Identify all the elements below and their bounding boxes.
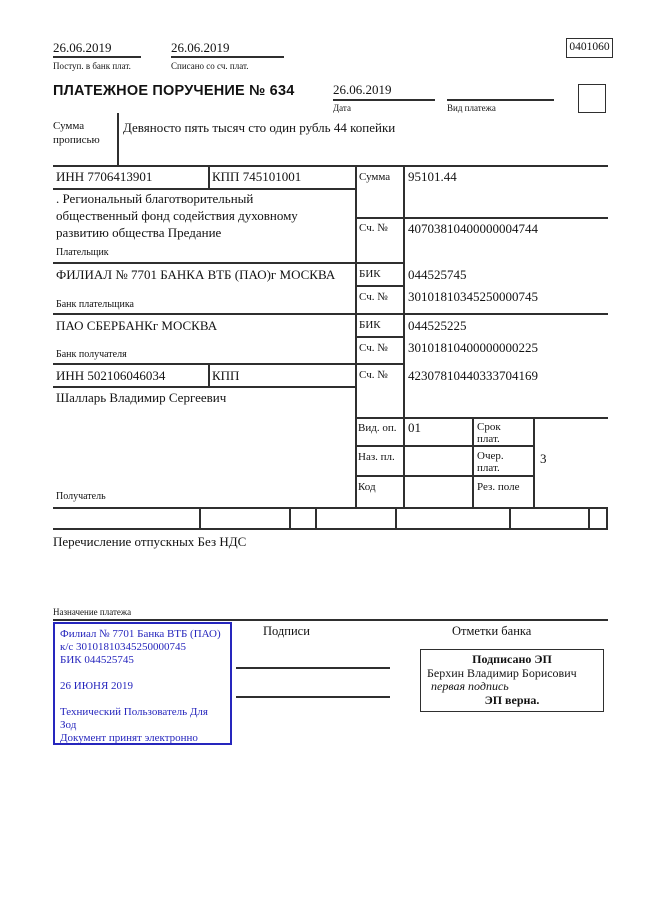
purpose-label: Назначение платежа <box>53 607 132 617</box>
grid-line <box>606 507 608 530</box>
op-type-label: Вид. оп. <box>358 422 397 434</box>
payee-bank-bik-label: БИК <box>359 319 381 331</box>
payer-inn: ИНН 7706413901 <box>56 169 153 184</box>
received-date-underline <box>53 56 141 58</box>
payment-type-underline <box>447 99 554 101</box>
payer-name-line: развитию общества Предание <box>56 225 222 240</box>
date-underline <box>333 99 435 101</box>
bank-stamp-line: Технический Пользователь Для <box>60 706 208 718</box>
purpose-text: Перечисление отпускных Без НДС <box>53 534 247 549</box>
payment-type-box <box>578 84 606 113</box>
grid-line <box>53 619 608 621</box>
payer-bank-label: Банк плательщика <box>56 299 134 310</box>
bank-stamp-line: Филиал № 7701 Банка ВТБ (ПАО) <box>60 628 221 640</box>
grid-line <box>355 217 608 219</box>
grid-line <box>355 285 405 287</box>
signature-valid: ЭП верна. <box>484 692 540 707</box>
bank-stamp-line: БИК 044525745 <box>60 654 134 666</box>
payee-bank-name: ПАО СБЕРБАНКг МОСКВА <box>56 318 218 333</box>
document-date: 26.06.2019 <box>333 82 392 97</box>
grid-line <box>53 262 405 264</box>
signed-label: Подписано ЭП <box>472 652 552 666</box>
payer-bank-bik-label: БИК <box>359 268 381 280</box>
grid-line <box>53 165 608 167</box>
grid-line <box>208 165 210 190</box>
bank-marks-heading: Отметки банка <box>452 624 532 638</box>
received-date-label: Поступ. в банк плат. <box>53 61 131 71</box>
grid-line <box>472 417 474 509</box>
grid-line <box>53 188 355 190</box>
payer-bank-account: 30101810345250000745 <box>408 289 538 304</box>
bank-stamp-line <box>60 667 225 680</box>
payment-type-label: Вид платежа <box>447 103 496 113</box>
bank-stamp-line: Зод <box>60 719 77 731</box>
grid-line <box>53 313 608 315</box>
grid-line <box>509 507 511 530</box>
payer-account-label: Сч. № <box>359 222 388 234</box>
grid-line <box>208 363 210 388</box>
bank-stamp-line: к/с 30101810345250000745 <box>60 641 187 653</box>
kod-label: Код <box>358 481 376 493</box>
payee-kpp-label: КПП <box>212 368 240 383</box>
payee-account-label: Сч. № <box>359 369 388 381</box>
esignature-stamp <box>420 649 604 712</box>
debited-date-underline <box>171 56 284 58</box>
payment-term-label: Срок плат. <box>477 421 501 445</box>
amount-words-label-1: Сумма <box>53 120 85 132</box>
payer-kpp: КПП 745101001 <box>212 169 302 184</box>
amount-words-label-2: прописью <box>53 134 100 146</box>
signer-name: Берхин Владимир Борисович <box>427 665 577 680</box>
payer-name-line: . Региональный благотворительный <box>56 191 254 206</box>
signature-line-1 <box>236 667 390 669</box>
payer-name-line: общественный фонд содействия духовному <box>56 208 298 223</box>
rez-pole-label: Рез. поле <box>477 481 520 493</box>
ocher-plat-value: 3 <box>540 451 547 466</box>
grid-line <box>199 507 201 530</box>
form-code-box: 0401060 <box>566 38 613 58</box>
grid-line <box>117 113 119 165</box>
payee-account: 42307810440333704169 <box>408 368 538 383</box>
amount-label: Сумма <box>359 171 391 183</box>
signature-line-2 <box>236 696 390 698</box>
payee-bank-account-label: Сч. № <box>359 342 388 354</box>
naz-pl-label: Наз. пл. <box>358 451 395 463</box>
debited-date: 26.06.2019 <box>171 40 230 55</box>
grid-line <box>53 386 355 388</box>
grid-line <box>289 507 291 530</box>
ocher-plat-label: Очер. плат. <box>477 450 504 474</box>
payee-bank-account: 30101810400000000225 <box>408 340 538 355</box>
bank-stamp-line: 26 ИЮНЯ 2019 <box>60 680 134 692</box>
op-type-value: 01 <box>408 420 421 435</box>
amount-words-value: Девяносто пять тысяч сто один рубль 44 копейки <box>123 120 396 135</box>
payer-bank-name: ФИЛИАЛ № 7701 БАНКА ВТБ (ПАО)г МОСКВА <box>56 267 336 282</box>
grid-line <box>355 417 608 419</box>
grid-line <box>315 507 317 530</box>
payee-bank-label: Банк получателя <box>56 349 127 360</box>
grid-line <box>53 528 608 530</box>
amount-value: 95101.44 <box>408 169 457 184</box>
document-title: ПЛАТЕЖНОЕ ПОРУЧЕНИЕ № 634 <box>53 83 295 99</box>
received-date: 26.06.2019 <box>53 40 112 55</box>
bank-stamp-line: Документ принят электронно <box>60 732 198 744</box>
payee-inn: ИНН 502106046034 <box>56 368 166 383</box>
payee-label: Получатель <box>56 491 106 502</box>
grid-line <box>355 475 535 477</box>
payee-name: Шалларь Владимир Сергеевич <box>56 390 227 405</box>
grid-line <box>395 507 397 530</box>
bank-stamp-line <box>60 693 225 706</box>
grid-line <box>355 445 535 447</box>
grid-line <box>53 507 608 509</box>
payee-bank-bik: 044525225 <box>408 318 467 333</box>
debited-date-label: Списано со сч. плат. <box>171 61 249 71</box>
grid-line <box>588 507 590 530</box>
payer-bank-account-label: Сч. № <box>359 291 388 303</box>
grid-line <box>403 165 405 509</box>
grid-line <box>355 336 405 338</box>
date-label: Дата <box>333 103 351 113</box>
grid-line <box>533 417 535 509</box>
payer-label: Плательщик <box>56 247 109 258</box>
payer-account: 40703810400000004744 <box>408 221 538 236</box>
payer-bank-bik: 044525745 <box>408 267 467 282</box>
grid-line <box>355 165 357 509</box>
signature-kind: первая подпись <box>431 679 509 693</box>
bank-stamp <box>53 622 232 745</box>
grid-line <box>53 363 405 365</box>
signatures-heading: Подписи <box>263 624 310 638</box>
